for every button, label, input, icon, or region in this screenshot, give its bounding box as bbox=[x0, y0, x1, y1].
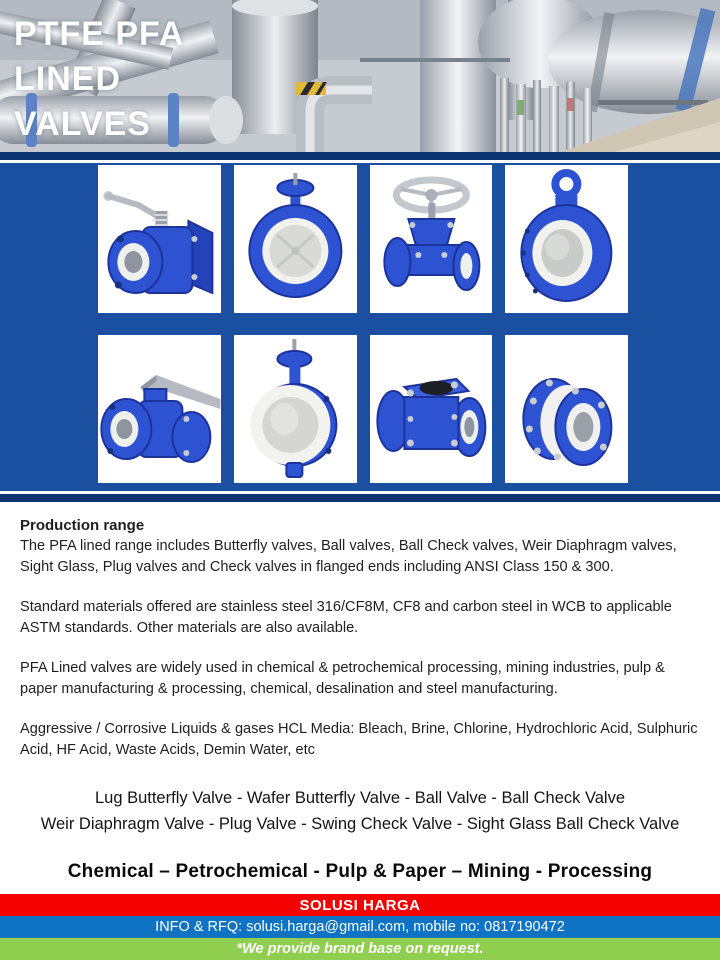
valve-image-swing-check-valve bbox=[505, 335, 628, 483]
divider-top bbox=[0, 152, 720, 160]
footer-contact-info: INFO & RFQ: solusi.harga@gmail.com, mobile no: 0817190472 bbox=[0, 916, 720, 938]
paragraph-materials: Standard materials offered are stainless steel 316/CF8M, CF8 and carbon steel in WCB to applicable ASTM standards. Other materials are also available. bbox=[20, 599, 672, 636]
page-title-line-3: VALVES bbox=[14, 105, 151, 143]
product-gallery bbox=[0, 163, 720, 491]
production-range-heading: Production range bbox=[20, 517, 145, 534]
valve-image-lug-butterfly-valve bbox=[234, 165, 357, 313]
footer-note: *We provide brand base on request. bbox=[0, 938, 720, 960]
footer bbox=[0, 894, 720, 960]
industries-line: Chemical – Petrochemical - Pulp & Paper – Mining - Processing bbox=[67, 861, 653, 882]
valve-image-ball-valve bbox=[98, 165, 221, 313]
valve-type-list-line-2: Weir Diaphragm Valve - Plug Valve - Swing Check Valve - Sight Glass Ball Check Valve bbox=[40, 815, 680, 833]
paragraph-media: Aggressive / Corrosive Liquids & gases HCL Media: Bleach, Brine, Chlorine, Hydrochloric Acid, Sulphuric Acid, HF Acid, Waste Acids, Demin Water, etc bbox=[20, 721, 698, 758]
paragraph-applications: PFA Lined valves are widely used in chemical & petrochemical processing, mining industries, pulp & paper manufacturing & processing, chemical, desalination and steel manufacturing. bbox=[20, 660, 665, 697]
body-content bbox=[0, 502, 720, 894]
plant-photo bbox=[0, 0, 720, 152]
valve-image-plug-valve bbox=[98, 335, 221, 483]
valve-type-list bbox=[20, 785, 700, 837]
page-title bbox=[14, 12, 184, 147]
paragraph-production-range: The PFA lined range includes Butterfly valves, Ball valves, Ball Check valves, Weir Diaphragm valves, Sight Glass, Plug valves and Check valves in flanged ends including ANSI Class 150 & 300. bbox=[20, 538, 677, 575]
valve-type-list-line-1: Lug Butterfly Valve - Wafer Butterfly Valve - Ball Valve - Ball Check Valve bbox=[94, 789, 626, 807]
page-title-line-1: PTFE PFA bbox=[14, 15, 185, 53]
page-title-line-2: LINED bbox=[14, 60, 121, 98]
valve-image-weir-diaphragm-valve bbox=[370, 165, 493, 313]
valve-image-wafer-butterfly-valve bbox=[234, 335, 357, 483]
divider-bottom bbox=[0, 494, 720, 502]
footer-company-name: SOLUSI HARGA bbox=[0, 894, 720, 916]
valve-image-sight-glass-ball-check-valve bbox=[505, 165, 628, 313]
valve-image-ball-check-valve bbox=[370, 335, 493, 483]
